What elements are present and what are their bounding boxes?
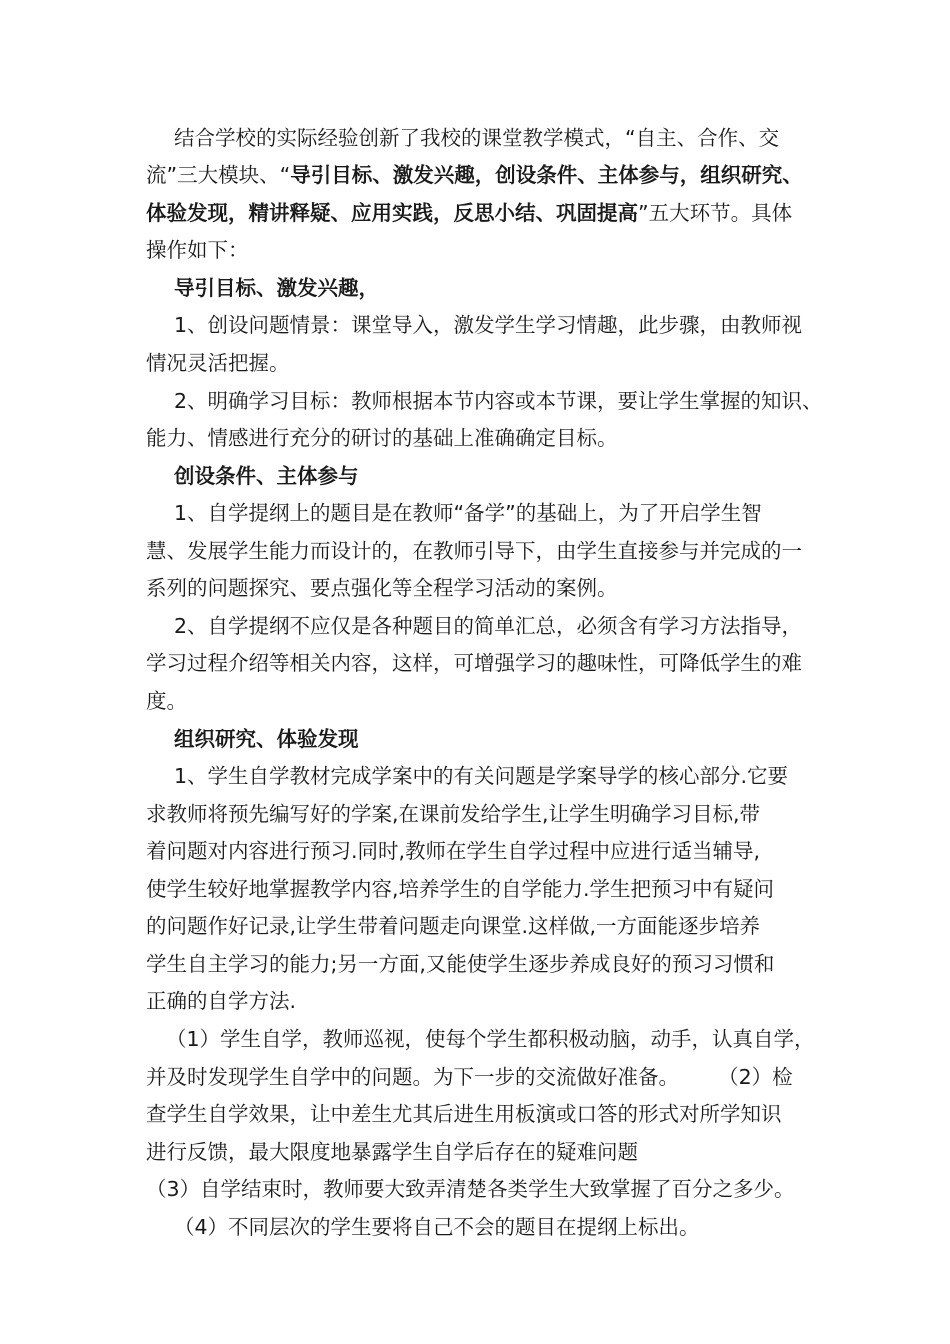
paragraph-line: 1、创设问题情景：课堂导入，激发学生学习情趣，此步骤，由教师视 xyxy=(174,313,803,337)
paragraph-line: 使学生较好地掌握教学内容,培养学生的自学能力.学生把预习中有疑问 xyxy=(146,877,775,901)
paragraph-line: 情况灵活把握。 xyxy=(146,351,290,375)
section-heading: 创设条件、主体参与 xyxy=(174,464,359,488)
paragraph-line: 操作如下： xyxy=(146,238,249,262)
paragraph-line: （4）不同层次的学生要将自己不会的题目在提纲上标出。 xyxy=(174,1215,700,1239)
section-heading: 导引目标、激发兴趣， xyxy=(174,276,379,300)
paragraph-line: 2、明确学习目标：教师根据本节内容或本节课，要让学生掌握的知识、 xyxy=(174,389,823,413)
paragraph-line: 2、自学提纲不应仅是各种题目的简单汇总，必须含有学习方法指导， xyxy=(174,614,803,638)
paragraph-line: 学生自主学习的能力;另一方面,又能使学生逐步养成良好的预习习惯和 xyxy=(146,952,775,976)
paragraph-line: 进行反馈，最大限度地暴露学生自学后存在的疑难问题 xyxy=(146,1140,638,1164)
paragraph-line: 流”三大模块、“导引目标、激发兴趣，创设条件、主体参与，组织研究、 xyxy=(146,163,803,187)
paragraph-line: 查学生自学效果，让中差生尤其后进生用板演或口答的形式对所学知识 xyxy=(146,1102,782,1126)
paragraph-line: 并及时发现学生自学中的问题。为下一步的交流做好准备。 （2）检 xyxy=(146,1065,793,1089)
paragraph-line: （3）自学结束时，教师要大致弄清楚各类学生大致掌握了百分之多少。 xyxy=(146,1177,795,1201)
paragraph-line: 度。 xyxy=(146,689,187,713)
paragraph-line: 系列的问题探究、要点强化等全程学习活动的案例。 xyxy=(146,576,618,600)
paragraph-line: 结合学校的实际经验创新了我校的课堂教学模式，“自主、合作、交 xyxy=(174,126,780,150)
paragraph-line: 体验发现，精讲释疑、应用实践，反思小结、巩固提高”五大环节。具体 xyxy=(146,201,793,225)
paragraph-line: 能力、情感进行充分的研讨的基础上准确确定目标。 xyxy=(146,426,618,450)
paragraph-line: 1、学生自学教材完成学案中的有关问题是学案导学的核心部分.它要 xyxy=(174,764,789,788)
paragraph-line: （1）学生自学，教师巡视，使每个学生都积极动脑，动手，认真自学， xyxy=(166,1027,815,1051)
paragraph-line: 慧、发展学生能力而设计的，在教师引导下，由学生直接参与并完成的一 xyxy=(146,539,802,563)
section-heading: 组织研究、体验发现 xyxy=(174,727,359,751)
paragraph-line: 学习过程介绍等相关内容，这样，可增强学习的趣味性，可降低学生的难 xyxy=(146,651,802,675)
paragraph-line: 的问题作好记录,让学生带着问题走向课堂.这样做,一方面能逐步培养 xyxy=(146,914,761,938)
paragraph-line: 着问题对内容进行预习.同时,教师在学生自学过程中应进行适当辅导, xyxy=(146,839,761,863)
paragraph-line: 正确的自学方法. xyxy=(146,989,297,1013)
paragraph-line: 求教师将预先编写好的学案,在课前发给学生,让学生明确学习目标,带 xyxy=(146,802,761,826)
paragraph-line: 1、自学提纲上的题目是在教师“备学”的基础上，为了开启学生智 xyxy=(174,501,762,525)
